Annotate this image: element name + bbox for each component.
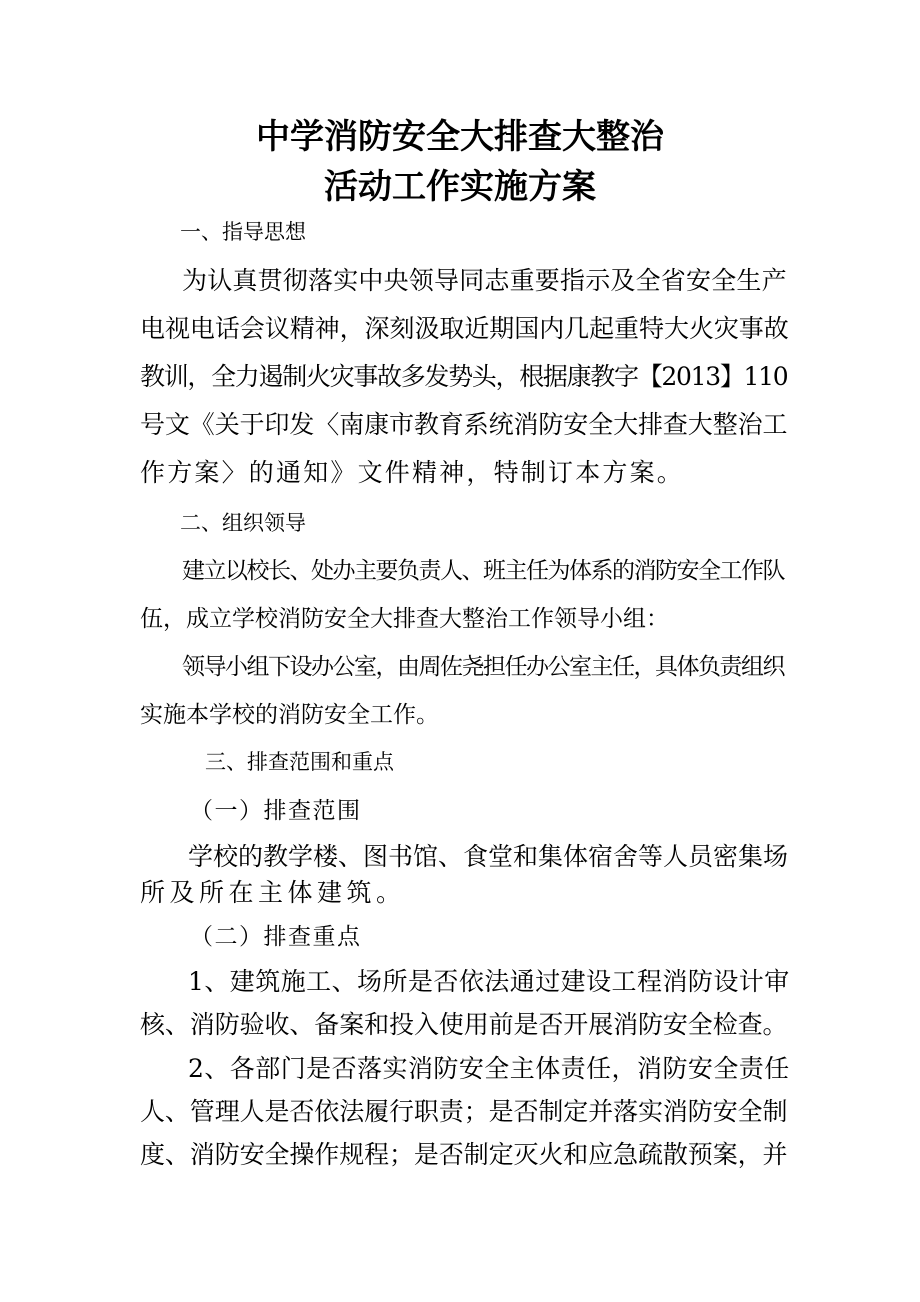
section-heading-organization: 二、组织领导 xyxy=(180,511,306,535)
document-title-line-2: 活动工作实施方案 xyxy=(324,167,596,207)
paragraph-line: 度、消防安全操作规程；是否制定灭火和应急疏散预案，并 xyxy=(140,1140,788,1169)
paragraph-line: 人、管理人是否依法履行职责；是否制定并落实消防安全制 xyxy=(140,1097,788,1126)
section-heading-guiding-thought: 一、指导思想 xyxy=(180,220,306,244)
paragraph-line: 号文《关于印发〈南康市教育系统消防安全大排查大整治工 xyxy=(140,410,788,439)
subsection-heading-focus: （二）排查重点 xyxy=(190,924,362,950)
paragraph-line: 学校的教学楼、图书馆、食堂和集体宿舍等人员密集场 xyxy=(188,842,789,871)
paragraph-line: 核、消防验收、备案和投入使用前是否开展消防安全检查。 xyxy=(140,1010,788,1039)
paragraph-line: 建立以校长、处办主要负责人、班主任为体系的消防安全工作队 xyxy=(182,558,784,584)
document-title-line-1: 中学消防安全大排查大整治 xyxy=(256,117,664,157)
paragraph-line: 作方案〉的通知》文件精神，特制订本方案。 xyxy=(140,458,685,487)
paragraph-line: 所及所在主体建筑。 xyxy=(140,878,406,907)
section-heading-scope-and-focus: 三、排查范围和重点 xyxy=(205,750,394,774)
paragraph-line: 电视电话会议精神，深刻汲取近期国内几起重特大火灾事故 xyxy=(140,314,789,343)
paragraph-line: 实施本学校的消防安全工作。 xyxy=(140,702,439,728)
paragraph-line: 2、各部门是否落实消防安全主体责任，消防安全责任 xyxy=(188,1054,790,1083)
paragraph-line: 1、建筑施工、场所是否依法通过建设工程消防设计审 xyxy=(188,967,790,996)
paragraph-line: 伍，成立学校消防安全大排查大整治工作领导小组： xyxy=(140,606,669,632)
paragraph-line: 领导小组下设办公室，由周佐尧担任办公室主任，具体负责组织 xyxy=(182,654,784,680)
paragraph-line: 为认真贯彻落实中央领导同志重要指示及全省安全生产 xyxy=(182,266,787,295)
paragraph-line: 教训，全力遏制火灾事故多发势头，根据康教字【2013】110 xyxy=(140,362,788,391)
subsection-heading-scope: （一）排查范围 xyxy=(190,798,362,824)
